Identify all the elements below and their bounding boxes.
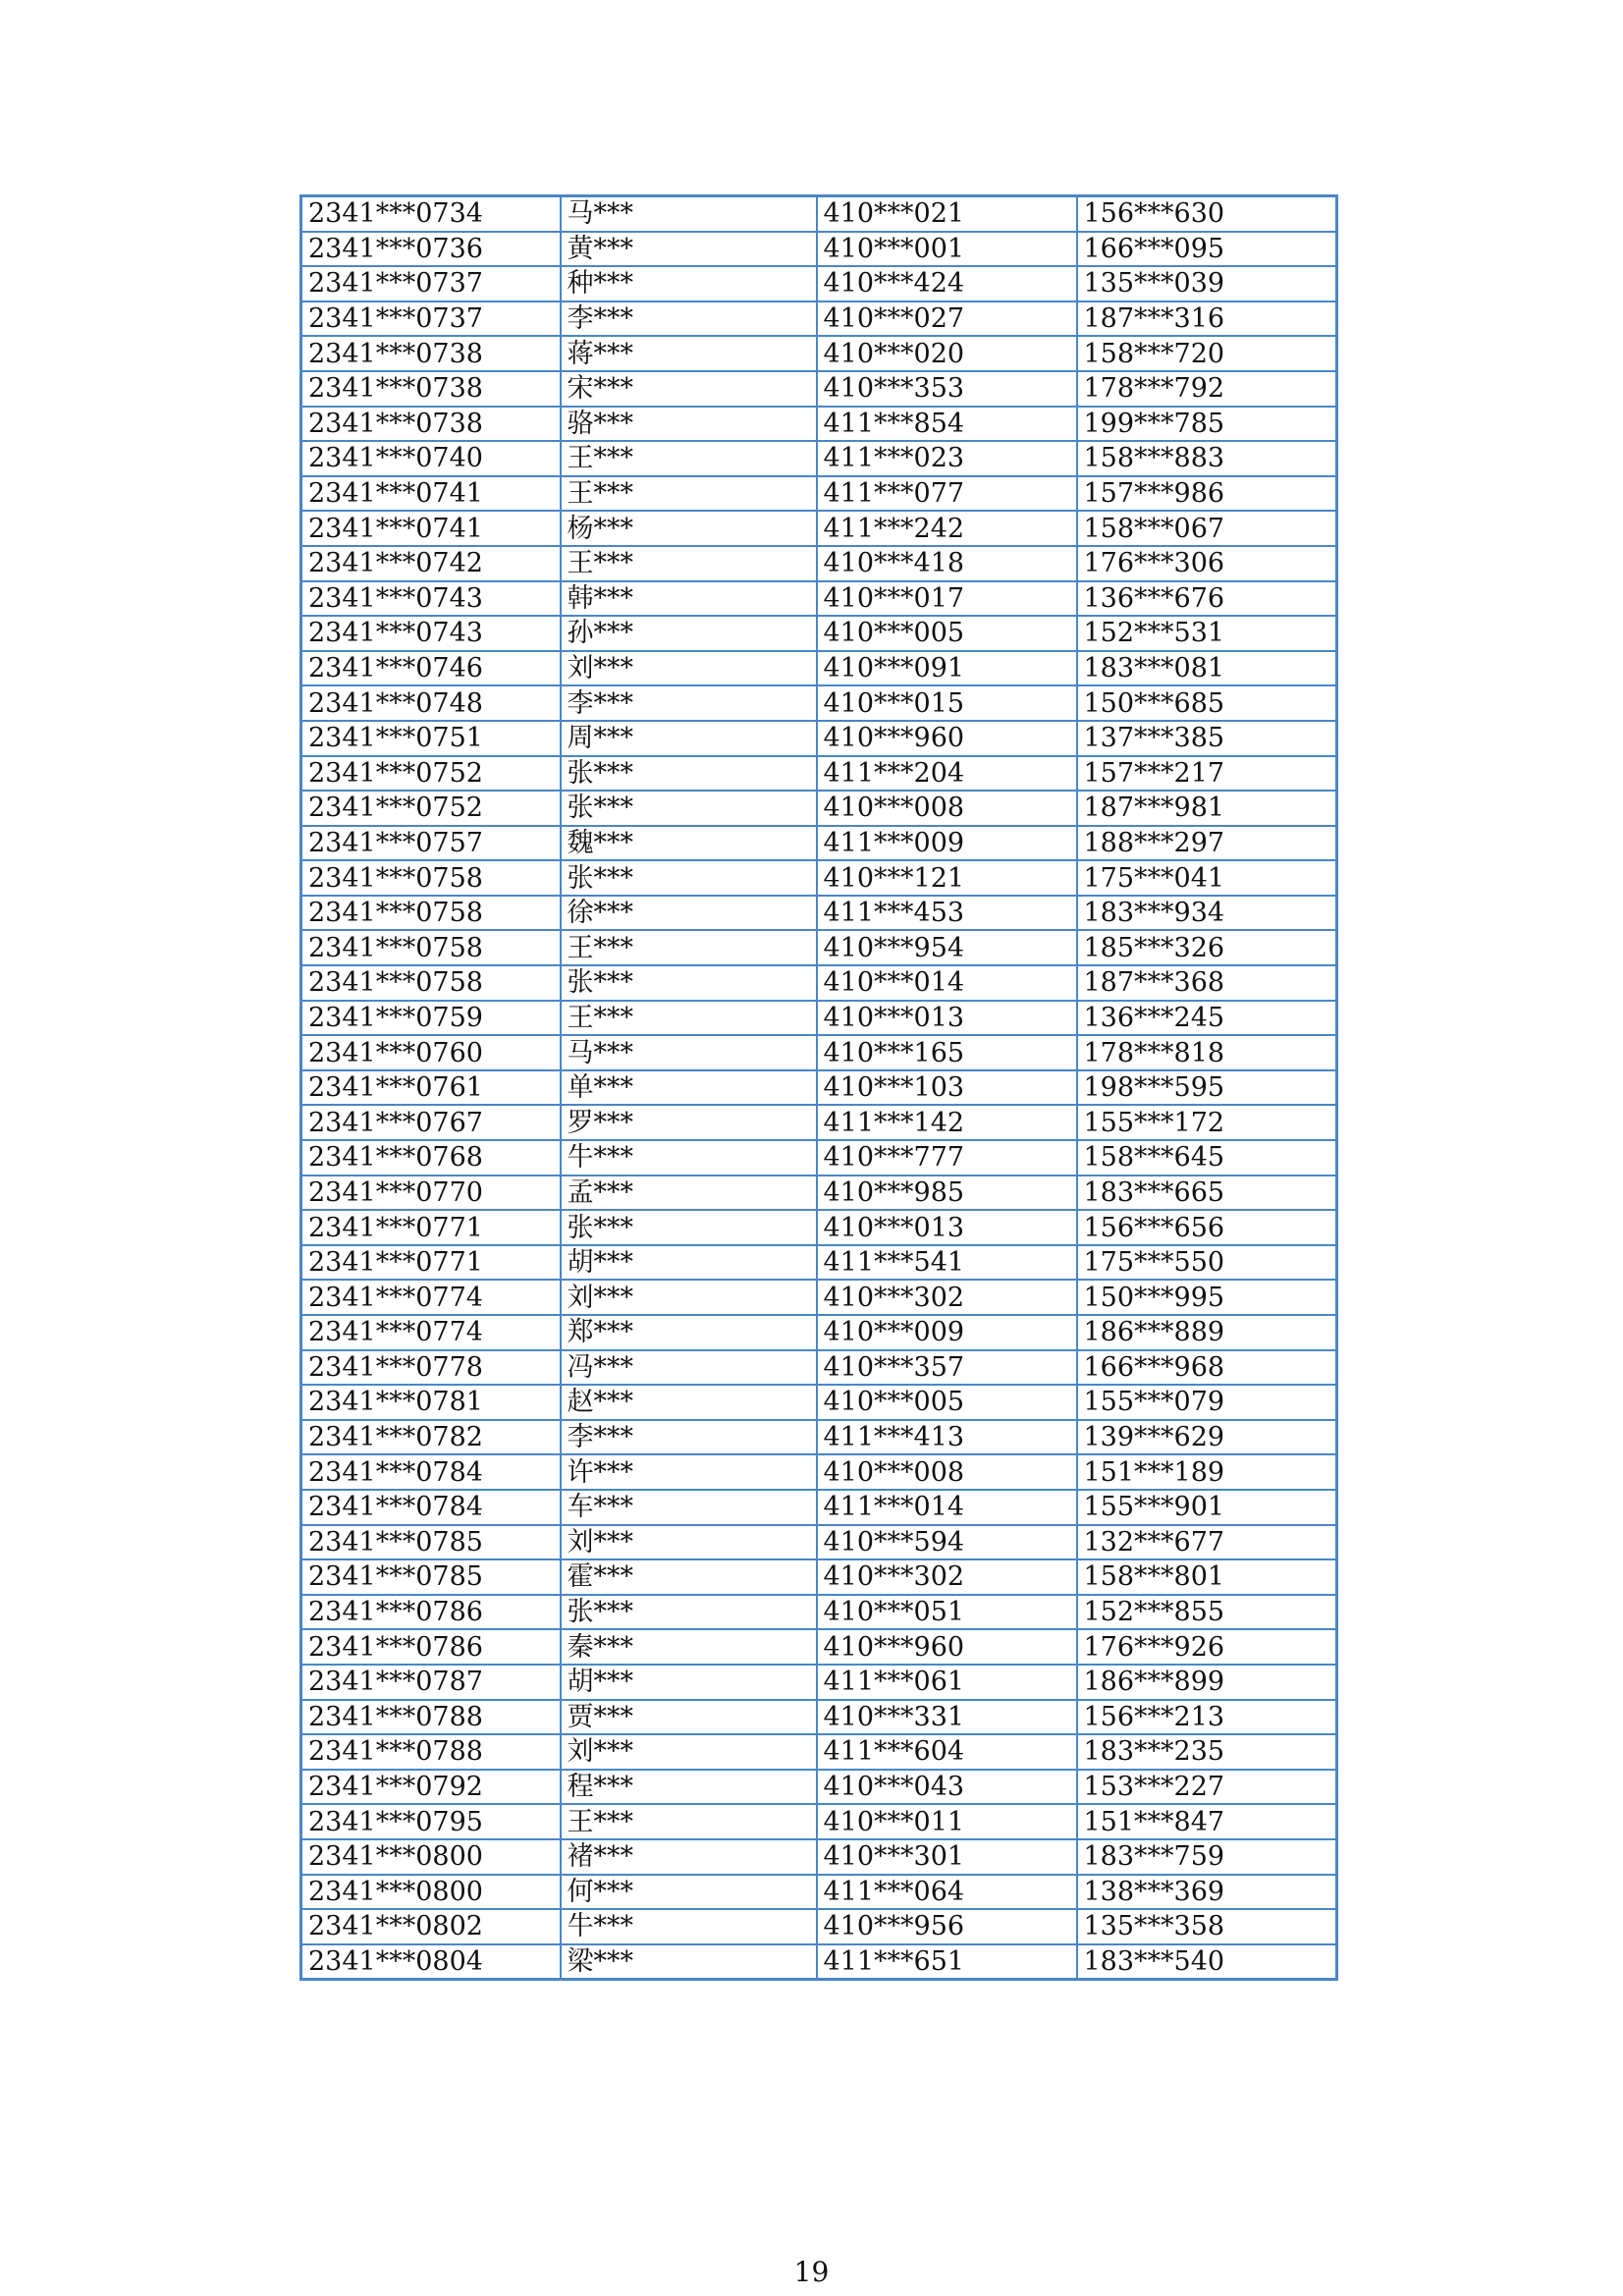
- name-cell: 李***: [561, 1420, 817, 1455]
- id-cell: 2341***0787: [301, 1665, 561, 1700]
- id-cell: 2341***0785: [301, 1559, 561, 1595]
- phone-cell: 176***306: [1077, 546, 1337, 581]
- name-cell: 宋***: [561, 371, 817, 407]
- phone-cell: 158***645: [1077, 1140, 1337, 1175]
- id-number-cell: 410***777: [817, 1140, 1077, 1175]
- phone-cell: 166***968: [1077, 1350, 1337, 1386]
- name-cell: 王***: [561, 476, 817, 512]
- table-row: [301, 1770, 1337, 1805]
- phone-cell: 198***595: [1077, 1070, 1337, 1106]
- name-cell: 蒋***: [561, 336, 817, 371]
- id-number-cell: 411***014: [817, 1490, 1077, 1525]
- name-cell: 罗***: [561, 1105, 817, 1140]
- table-row: [301, 1280, 1337, 1315]
- name-cell: 黄***: [561, 232, 817, 267]
- phone-cell: 156***213: [1077, 1700, 1337, 1735]
- table-row: [301, 371, 1337, 407]
- name-cell: 霍***: [561, 1559, 817, 1595]
- id-cell: 2341***0800: [301, 1875, 561, 1910]
- id-cell: 2341***0740: [301, 441, 561, 476]
- id-number-cell: 410***353: [817, 371, 1077, 407]
- id-cell: 2341***0748: [301, 685, 561, 721]
- id-number-cell: 410***015: [817, 685, 1077, 721]
- name-cell: 王***: [561, 1001, 817, 1036]
- name-cell: 李***: [561, 301, 817, 337]
- phone-cell: 158***801: [1077, 1559, 1337, 1595]
- id-number-cell: 410***005: [817, 616, 1077, 651]
- name-cell: 张***: [561, 1595, 817, 1630]
- table-row: [301, 1734, 1337, 1770]
- phone-cell: 155***172: [1077, 1105, 1337, 1140]
- id-cell: 2341***0788: [301, 1734, 561, 1770]
- phone-cell: 157***217: [1077, 756, 1337, 792]
- id-cell: 2341***0781: [301, 1385, 561, 1420]
- table-row: [301, 1595, 1337, 1630]
- id-number-cell: 410***357: [817, 1350, 1077, 1386]
- name-cell: 马***: [561, 196, 817, 232]
- id-cell: 2341***0741: [301, 511, 561, 546]
- table-row: [301, 1875, 1337, 1910]
- id-cell: 2341***0741: [301, 476, 561, 512]
- name-cell: 冯***: [561, 1350, 817, 1386]
- name-cell: 秦***: [561, 1629, 817, 1665]
- id-number-cell: 410***005: [817, 1385, 1077, 1420]
- table-row: [301, 1700, 1337, 1735]
- id-number-cell: 410***013: [817, 1001, 1077, 1036]
- id-cell: 2341***0771: [301, 1210, 561, 1245]
- table-row: [301, 1210, 1337, 1245]
- id-cell: 2341***0746: [301, 651, 561, 686]
- phone-cell: 150***995: [1077, 1280, 1337, 1315]
- table-row: [301, 1944, 1337, 1980]
- phone-cell: 175***041: [1077, 860, 1337, 896]
- phone-cell: 135***358: [1077, 1909, 1337, 1944]
- table-row: [301, 1839, 1337, 1875]
- table-row: [301, 756, 1337, 792]
- name-cell: 杨***: [561, 511, 817, 546]
- phone-cell: 151***189: [1077, 1454, 1337, 1490]
- id-number-cell: 410***020: [817, 336, 1077, 371]
- phone-cell: 136***676: [1077, 581, 1337, 617]
- id-number-cell: 410***594: [817, 1525, 1077, 1560]
- id-number-cell: 410***424: [817, 266, 1077, 301]
- table-row: [301, 1350, 1337, 1386]
- id-number-cell: 410***301: [817, 1839, 1077, 1875]
- table-row: [301, 1175, 1337, 1211]
- id-cell: 2341***0742: [301, 546, 561, 581]
- id-cell: 2341***0770: [301, 1175, 561, 1211]
- id-cell: 2341***0743: [301, 616, 561, 651]
- id-number-cell: 410***011: [817, 1804, 1077, 1839]
- phone-cell: 153***227: [1077, 1770, 1337, 1805]
- name-cell: 李***: [561, 685, 817, 721]
- table-row: [301, 1001, 1337, 1036]
- table-row: [301, 860, 1337, 896]
- id-number-cell: 410***008: [817, 1454, 1077, 1490]
- id-cell: 2341***0759: [301, 1001, 561, 1036]
- phone-cell: 136***245: [1077, 1001, 1337, 1036]
- id-cell: 2341***0761: [301, 1070, 561, 1106]
- id-number-cell: 410***960: [817, 721, 1077, 756]
- phone-cell: 158***720: [1077, 336, 1337, 371]
- id-number-cell: 410***302: [817, 1280, 1077, 1315]
- table-row: [301, 791, 1337, 826]
- table-row: [301, 1629, 1337, 1665]
- name-cell: 种***: [561, 266, 817, 301]
- phone-cell: 155***079: [1077, 1385, 1337, 1420]
- phone-cell: 139***629: [1077, 1420, 1337, 1455]
- id-cell: 2341***0751: [301, 721, 561, 756]
- id-number-cell: 411***413: [817, 1420, 1077, 1455]
- id-number-cell: 410***027: [817, 301, 1077, 337]
- table-row: [301, 1909, 1337, 1944]
- name-cell: 王***: [561, 441, 817, 476]
- table-row: [301, 1525, 1337, 1560]
- table-row: [301, 336, 1337, 371]
- table-row: [301, 896, 1337, 931]
- phone-cell: 187***316: [1077, 301, 1337, 337]
- table-row: [301, 1035, 1337, 1070]
- name-cell: 何***: [561, 1875, 817, 1910]
- name-cell: 徐***: [561, 896, 817, 931]
- id-cell: 2341***0774: [301, 1315, 561, 1350]
- phone-cell: 188***297: [1077, 826, 1337, 861]
- phone-cell: 199***785: [1077, 407, 1337, 442]
- id-number-cell: 410***954: [817, 930, 1077, 965]
- id-number-cell: 410***165: [817, 1035, 1077, 1070]
- phone-cell: 137***385: [1077, 721, 1337, 756]
- id-cell: 2341***0738: [301, 371, 561, 407]
- table-row: [301, 476, 1337, 512]
- id-cell: 2341***0737: [301, 301, 561, 337]
- id-number-cell: 410***985: [817, 1175, 1077, 1211]
- id-cell: 2341***0758: [301, 860, 561, 896]
- id-number-cell: 410***051: [817, 1595, 1077, 1630]
- id-number-cell: 410***121: [817, 860, 1077, 896]
- phone-cell: 155***901: [1077, 1490, 1337, 1525]
- table-row: [301, 1140, 1337, 1175]
- phone-cell: 156***656: [1077, 1210, 1337, 1245]
- id-cell: 2341***0786: [301, 1595, 561, 1630]
- id-cell: 2341***0788: [301, 1700, 561, 1735]
- id-cell: 2341***0767: [301, 1105, 561, 1140]
- phone-cell: 183***934: [1077, 896, 1337, 931]
- id-cell: 2341***0758: [301, 965, 561, 1001]
- table-row: [301, 1559, 1337, 1595]
- table-row: [301, 826, 1337, 861]
- id-number-cell: 410***331: [817, 1700, 1077, 1735]
- id-cell: 2341***0736: [301, 232, 561, 267]
- phone-cell: 178***818: [1077, 1035, 1337, 1070]
- id-cell: 2341***0757: [301, 826, 561, 861]
- phone-cell: 132***677: [1077, 1525, 1337, 1560]
- id-cell: 2341***0752: [301, 791, 561, 826]
- name-cell: 车***: [561, 1490, 817, 1525]
- name-cell: 张***: [561, 1210, 817, 1245]
- name-cell: 刘***: [561, 1525, 817, 1560]
- id-number-cell: 410***960: [817, 1629, 1077, 1665]
- id-number-cell: 411***204: [817, 756, 1077, 792]
- id-cell: 2341***0738: [301, 407, 561, 442]
- phone-cell: 156***630: [1077, 196, 1337, 232]
- name-cell: 赵***: [561, 1385, 817, 1420]
- id-number-cell: 411***077: [817, 476, 1077, 512]
- name-cell: 王***: [561, 930, 817, 965]
- phone-cell: 183***665: [1077, 1175, 1337, 1211]
- name-cell: 胡***: [561, 1665, 817, 1700]
- name-cell: 张***: [561, 791, 817, 826]
- name-cell: 孙***: [561, 616, 817, 651]
- table-row: [301, 232, 1337, 267]
- phone-cell: 183***540: [1077, 1944, 1337, 1980]
- id-number-cell: 410***021: [817, 196, 1077, 232]
- id-cell: 2341***0784: [301, 1490, 561, 1525]
- phone-cell: 138***369: [1077, 1875, 1337, 1910]
- id-cell: 2341***0752: [301, 756, 561, 792]
- name-cell: 贾***: [561, 1700, 817, 1735]
- table-row: [301, 1385, 1337, 1420]
- table-body: [301, 196, 1337, 1980]
- table-row: [301, 1804, 1337, 1839]
- id-number-cell: 410***017: [817, 581, 1077, 617]
- id-cell: 2341***0782: [301, 1420, 561, 1455]
- name-cell: 程***: [561, 1770, 817, 1805]
- name-cell: 梁***: [561, 1944, 817, 1980]
- name-cell: 单***: [561, 1070, 817, 1106]
- id-cell: 2341***0743: [301, 581, 561, 617]
- id-number-cell: 410***302: [817, 1559, 1077, 1595]
- name-cell: 刘***: [561, 1734, 817, 1770]
- table-row: [301, 407, 1337, 442]
- name-cell: 刘***: [561, 651, 817, 686]
- table-row: [301, 1665, 1337, 1700]
- phone-cell: 186***899: [1077, 1665, 1337, 1700]
- table-row: [301, 930, 1337, 965]
- phone-cell: 187***981: [1077, 791, 1337, 826]
- id-cell: 2341***0795: [301, 1804, 561, 1839]
- id-number-cell: 411***061: [817, 1665, 1077, 1700]
- phone-cell: 185***326: [1077, 930, 1337, 965]
- table-row: [301, 441, 1337, 476]
- id-cell: 2341***0771: [301, 1245, 561, 1281]
- id-cell: 2341***0800: [301, 1839, 561, 1875]
- id-number-cell: 411***854: [817, 407, 1077, 442]
- id-number-cell: 410***009: [817, 1315, 1077, 1350]
- table-row: [301, 1245, 1337, 1281]
- table-row: [301, 511, 1337, 546]
- phone-cell: 183***759: [1077, 1839, 1337, 1875]
- phone-cell: 135***039: [1077, 266, 1337, 301]
- id-number-cell: 411***009: [817, 826, 1077, 861]
- table-row: [301, 721, 1337, 756]
- name-cell: 褚***: [561, 1839, 817, 1875]
- phone-cell: 183***081: [1077, 651, 1337, 686]
- name-cell: 张***: [561, 965, 817, 1001]
- id-number-cell: 411***023: [817, 441, 1077, 476]
- name-cell: 许***: [561, 1454, 817, 1490]
- table-row: [301, 546, 1337, 581]
- table-row: [301, 685, 1337, 721]
- name-cell: 王***: [561, 546, 817, 581]
- name-cell: 牛***: [561, 1140, 817, 1175]
- name-cell: 魏***: [561, 826, 817, 861]
- name-cell: 孟***: [561, 1175, 817, 1211]
- id-cell: 2341***0778: [301, 1350, 561, 1386]
- table-row: [301, 651, 1337, 686]
- id-number-cell: 411***651: [817, 1944, 1077, 1980]
- id-number-cell: 410***043: [817, 1770, 1077, 1805]
- id-cell: 2341***0758: [301, 930, 561, 965]
- id-number-cell: 410***008: [817, 791, 1077, 826]
- id-cell: 2341***0802: [301, 1909, 561, 1944]
- id-number-cell: 410***001: [817, 232, 1077, 267]
- table-row: [301, 1420, 1337, 1455]
- name-cell: 韩***: [561, 581, 817, 617]
- id-cell: 2341***0774: [301, 1280, 561, 1315]
- id-number-cell: 410***418: [817, 546, 1077, 581]
- name-cell: 牛***: [561, 1909, 817, 1944]
- phone-cell: 166***095: [1077, 232, 1337, 267]
- id-number-cell: 411***064: [817, 1875, 1077, 1910]
- phone-cell: 152***855: [1077, 1595, 1337, 1630]
- phone-cell: 178***792: [1077, 371, 1337, 407]
- name-cell: 周***: [561, 721, 817, 756]
- name-cell: 马***: [561, 1035, 817, 1070]
- name-cell: 王***: [561, 1804, 817, 1839]
- name-cell: 张***: [561, 756, 817, 792]
- id-cell: 2341***0738: [301, 336, 561, 371]
- page-number: 19: [793, 2256, 830, 2288]
- table-row: [301, 266, 1337, 301]
- id-number-cell: 410***103: [817, 1070, 1077, 1106]
- phone-cell: 183***235: [1077, 1734, 1337, 1770]
- id-cell: 2341***0768: [301, 1140, 561, 1175]
- id-cell: 2341***0792: [301, 1770, 561, 1805]
- id-number-cell: 411***541: [817, 1245, 1077, 1281]
- phone-cell: 150***685: [1077, 685, 1337, 721]
- table-row: [301, 616, 1337, 651]
- phone-cell: 157***986: [1077, 476, 1337, 512]
- table-row: [301, 965, 1337, 1001]
- table-row: [301, 301, 1337, 337]
- phone-cell: 152***531: [1077, 616, 1337, 651]
- table-row: [301, 196, 1337, 232]
- phone-cell: 158***067: [1077, 511, 1337, 546]
- id-number-cell: 411***142: [817, 1105, 1077, 1140]
- table-row: [301, 581, 1337, 617]
- name-cell: 张***: [561, 860, 817, 896]
- phone-cell: 186***889: [1077, 1315, 1337, 1350]
- name-cell: 郑***: [561, 1315, 817, 1350]
- id-cell: 2341***0785: [301, 1525, 561, 1560]
- id-cell: 2341***0734: [301, 196, 561, 232]
- id-cell: 2341***0784: [301, 1454, 561, 1490]
- phone-cell: 176***926: [1077, 1629, 1337, 1665]
- id-number-cell: 411***604: [817, 1734, 1077, 1770]
- name-cell: 刘***: [561, 1280, 817, 1315]
- id-cell: 2341***0760: [301, 1035, 561, 1070]
- phone-cell: 151***847: [1077, 1804, 1337, 1839]
- id-number-cell: 410***091: [817, 651, 1077, 686]
- name-cell: 骆***: [561, 407, 817, 442]
- phone-cell: 187***368: [1077, 965, 1337, 1001]
- table-row: [301, 1454, 1337, 1490]
- id-cell: 2341***0786: [301, 1629, 561, 1665]
- id-number-cell: 410***014: [817, 965, 1077, 1001]
- id-number-cell: 410***013: [817, 1210, 1077, 1245]
- name-cell: 胡***: [561, 1245, 817, 1281]
- id-cell: 2341***0804: [301, 1944, 561, 1980]
- id-number-cell: 411***242: [817, 511, 1077, 546]
- table-row: [301, 1315, 1337, 1350]
- phone-cell: 175***550: [1077, 1245, 1337, 1281]
- table-row: [301, 1490, 1337, 1525]
- id-cell: 2341***0758: [301, 896, 561, 931]
- data-table: [299, 194, 1338, 1981]
- phone-cell: 158***883: [1077, 441, 1337, 476]
- id-number-cell: 410***956: [817, 1909, 1077, 1944]
- id-cell: 2341***0737: [301, 266, 561, 301]
- table-row: [301, 1070, 1337, 1106]
- table-row: [301, 1105, 1337, 1140]
- id-number-cell: 411***453: [817, 896, 1077, 931]
